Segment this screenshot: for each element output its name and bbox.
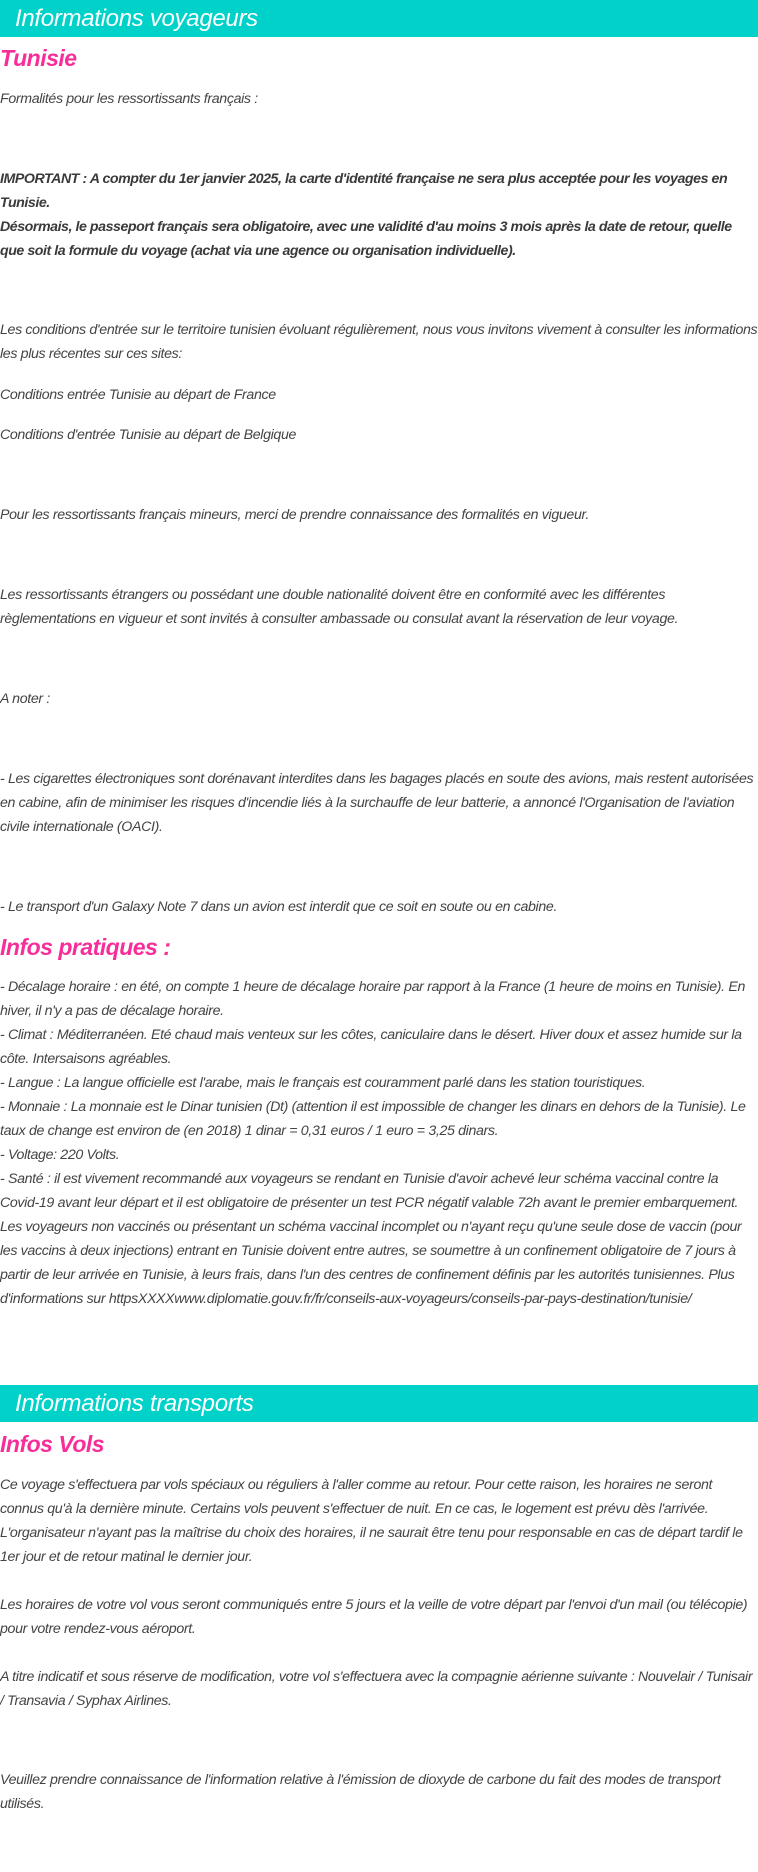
link-conditions-belgique[interactable]: Conditions d'entrée Tunisie au départ de Belgique [0, 427, 297, 443]
conditions-intro: Les conditions d'entrée sur le territoire tunisien évoluant régulièrement, nous vous invitons vivement à consulter les informations les plus récentes sur ces sites: [0, 322, 758, 362]
info-decalage-horaire: - Décalage horaire : en été, on compte 1 heure de décalage horaire par rapport à la France (1 heure de moins en Tunisie). En hiver, il n'y a pas de décalage horaire. [0, 979, 745, 1019]
co2-note: Veuillez prendre connaissance de l'information relative à l'émission de dioxyde de carbone du fait des modes de transport utilisés. [0, 1772, 721, 1812]
galaxy-note: - Le transport d'un Galaxy Note 7 dans un avion est interdit que ce soit en soute ou en cabine. [0, 899, 558, 915]
info-langue: - Langue : La langue officielle est l'arabe, mais le français est couramment parlé dans les station touristiques. [0, 1075, 646, 1091]
section-banner-transports [0, 1385, 758, 1422]
etrangers-note: Les ressortissants étrangers ou possédant une double nationalité doivent être en conformité avec les différentes règlementations en vigueur et sont invités à consulter ambassade ou consulat avant la réservation de leur voyage. [0, 587, 679, 627]
country-heading: Tunisie [0, 45, 77, 71]
vols-paragraph-communication: Les horaires de votre vol vous seront communiqués entre 5 jours et la veille de votre départ par l'envoi d'un mail (ou télécopie) pour votre rendez-vous aéroport. [0, 1597, 748, 1637]
formalites-intro: Formalités pour les ressortissants français : [0, 91, 258, 107]
cigarettes-note: - Les cigarettes électroniques sont dorénavant interdites dans les bagages placés en soute des avions, mais restent autorisées en cabine, afin de minimiser les risques d'incendie liés à la surchauffe de leur batterie, a annoncé l'Organisation de l'aviation civile internationale (OACI). [0, 771, 754, 835]
section-banner-voyageurs [0, 0, 758, 37]
infos-pratiques-list [0, 975, 758, 1311]
mineurs-note: Pour les ressortissants français mineurs, merci de prendre connaissance des formalités en vigueur. [0, 507, 589, 523]
info-monnaie: - Monnaie : La monnaie est le Dinar tunisien (Dt) (attention il est impossible de changer les dinars en dehors de la Tunisie). Le taux de change est environ de (en 2018) 1 dinar = 0,31 euros / 1 euro = 3,25 dinars. [0, 1099, 746, 1139]
info-climat: - Climat : Méditerranéen. Eté chaud mais venteux sur les côtes, caniculaire dans le désert. Hiver doux et assez humide sur la côte. Intersaisons agréables. [0, 1027, 742, 1067]
important-notice-id-card: IMPORTANT : A compter du 1er janvier 2025, la carte d'identité française ne sera plus acceptée pour les voyages en Tunisie. [0, 171, 728, 211]
banner-title: Informations voyageurs [15, 5, 258, 32]
important-notice-passport: Désormais, le passeport français sera obligatoire, avec une validité d'au moins 3 mois après la date de retour, quelle que soit la formule du voyage (achat via une agence ou organisation individuelle). [0, 219, 732, 259]
link-conditions-france[interactable]: Conditions entrée Tunisie au départ de France [0, 387, 276, 403]
vols-paragraph-horaires: Ce voyage s'effectuera par vols spéciaux ou réguliers à l'aller comme au retour. Pour cette raison, les horaires ne seront connus qu'à la dernière minute. Certains vols peuvent s'effectuer de nuit. En ce cas, le logement est prévu dès l'arrivée. L'organisateur n'ayant pas la maîtrise du choix des horaires, il ne saurait être tenu pour responsable en cas de départ tardif le 1er jour et de retour matinal le dernier jour. [0, 1477, 743, 1565]
info-voltage: - Voltage: 220 Volts. [0, 1147, 120, 1163]
vols-paragraph-compagnies: A titre indicatif et sous réserve de modification, votre vol s'effectuera avec la compagnie aérienne suivante : Nouvelair / Tunisair / Transavia / Syphax Airlines. [0, 1669, 753, 1709]
infos-pratiques-heading: Infos pratiques : [0, 934, 171, 960]
banner-title: Informations transports [15, 1390, 254, 1417]
infos-vols-heading: Infos Vols [0, 1431, 105, 1457]
a-noter-label: A noter : [0, 691, 50, 707]
info-sante: - Santé : il est vivement recommandé aux voyageurs se rendant en Tunisie d'avoir achevé leur schéma vaccinal contre la Covid-19 avant leur départ et il est obligatoire de présenter un test PCR négatif valable 72h avant le premier embarquement. Les voyageurs non vaccinés ou présentant un schéma vaccinal incomplet ou n'ayant reçu qu'une seule dose de vaccin (pour les vaccins à deux injections) entrant en Tunisie doivent entre autres, se soumettre à un confinement obligatoire de 7 jours à partir de leur arrivée en Tunisie, à leurs frais, dans l'un des centres de confinement définis par les autorités tunisiennes. Plus d'informations sur httpsXXXXwww.diplomatie.gouv.fr/fr/conseils-aux-voyageurs/conseils-par-pays-destination/tunisie/ [0, 1171, 742, 1307]
